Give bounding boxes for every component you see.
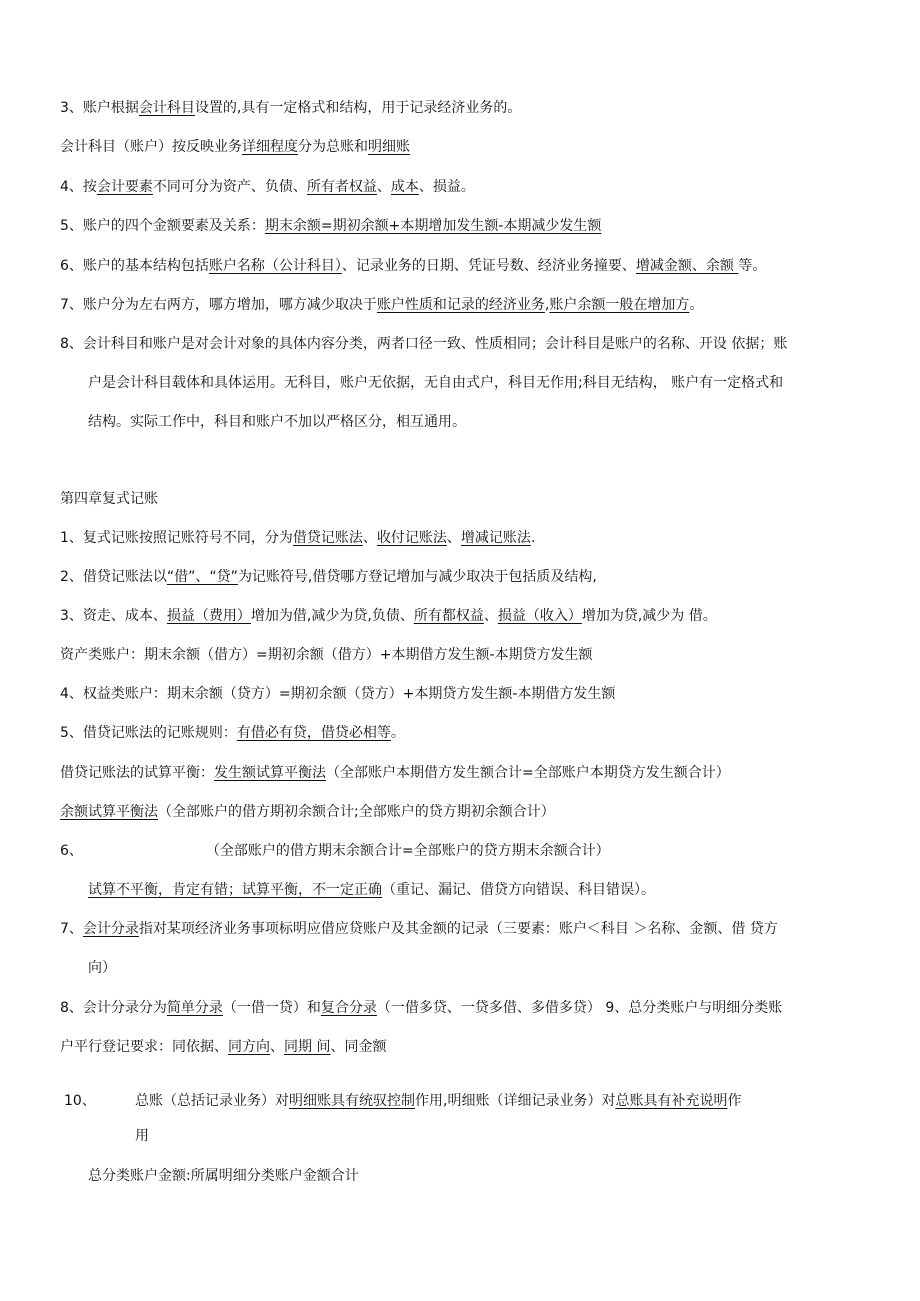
- text: 。: [390, 725, 405, 741]
- text: （全部账户的借方期末余额合计=全部账户的贷方期末余额合计）: [212, 843, 610, 859]
- ch4-para-7: [60, 919, 778, 939]
- text: 指对某项经济业务事项标明应借应贷账户及其金额的记录（三要素：账户＜科目 ＞名称、金额、借 贷方: [138, 921, 778, 937]
- text: （一借一贷）和: [222, 1000, 321, 1016]
- text: 、: [376, 179, 391, 195]
- text: 6、账户的基本结构包括: [60, 258, 209, 274]
- term-underlined: 成本: [390, 179, 419, 195]
- term-underlined: 期末余额=期初余额+本期增加发生额-本期减少发生额: [264, 218, 602, 234]
- ch4-para-10c: 总分类账户金额:所属明细分类账户金额合计: [88, 1168, 359, 1184]
- term-underlined: 会计要素: [96, 179, 153, 195]
- term-underlined: 详细程度: [242, 139, 298, 155]
- para-4: [60, 177, 475, 197]
- text: 、记录业务的日期、凭证号数、经济业务撞要、: [341, 258, 636, 274]
- term-underlined: 有借必有贷，借贷必相等: [236, 725, 391, 741]
- text: （全部账户的借方期初余额合计;全部账户的贷方期初余额合计）: [158, 804, 555, 820]
- ch4-para-5: [60, 723, 405, 743]
- term-underlined: 增减记账法: [460, 530, 531, 546]
- text: 为记账符号,借贷哪方登记增加与减少取决于包括质及结构,: [237, 569, 597, 585]
- term-underlined: 同方向: [228, 1039, 270, 1055]
- text: 、: [483, 608, 498, 624]
- text: 作用,明细账（详细记录业务）对: [415, 1093, 616, 1109]
- term-underlined: 明细账具有统驭控制: [289, 1093, 415, 1109]
- para-6: [60, 256, 766, 276]
- term-underlined: 损益（收入）: [497, 608, 582, 624]
- text: 6、: [60, 843, 83, 859]
- para-3b: [60, 137, 410, 157]
- term-underlined: 会计科目: [138, 100, 195, 116]
- text: 5、账户的四个金额要素及关系：: [60, 218, 265, 234]
- term-underlined: 所有都权益: [413, 608, 484, 624]
- term-underlined: 发生额试算平衡法: [214, 765, 326, 781]
- text: 7、: [60, 921, 83, 937]
- text: 分为总账和: [298, 139, 368, 155]
- term-underlined: 同期 间: [284, 1039, 331, 1055]
- ch4-para-5b: [60, 763, 730, 783]
- term-underlined: 借贷记账法: [292, 530, 363, 546]
- term-underlined: 损益（费用）: [166, 608, 251, 624]
- term-underlined: 余额试算平衡法: [60, 804, 158, 820]
- ch4-para-6: [60, 841, 610, 861]
- text: 等。: [738, 258, 767, 274]
- chapter-heading: 第四章复式记账: [60, 491, 158, 507]
- text: 3、账户根据: [60, 100, 139, 116]
- para-7: [60, 295, 703, 315]
- ch4-para-2: [60, 567, 597, 587]
- text: ,: [544, 297, 550, 313]
- term-underlined: “借”、“贷”: [166, 569, 238, 585]
- ch4-para-10b: 用: [135, 1128, 149, 1144]
- text: 不同可分为资产、负债、: [152, 179, 307, 195]
- para-3: [60, 98, 521, 118]
- term-underlined: 账户名称（公计科目）: [208, 258, 342, 274]
- text: （一借多贷、一贷多借、多借多贷） 9、总分类账户与明细分类账: [376, 1000, 783, 1016]
- text: 会计科目（账户）按反映业务: [60, 139, 242, 155]
- ch4-para-8: [60, 998, 782, 1018]
- text: （全部账户本期借方发生额合计=全部账户本期贷方发生额合计）: [326, 765, 730, 781]
- para-8-line2: 户是会计科目载体和具体运用。无科目，账户无依据，无自由式户，科目无作用;科目无结构， 账户有一定格式和: [88, 375, 784, 391]
- text: 总账（总括记录业务）对: [135, 1093, 289, 1109]
- text: 增加为借,减少为贷,负债、: [250, 608, 414, 624]
- text: 8、会计分录分为: [60, 1000, 167, 1016]
- text: 。: [689, 297, 704, 313]
- ch4-para-4: 4、权益类账户：期末余额（贷方）=期初余额（贷方）+本期贷方发生额-本期借方发生额: [60, 686, 616, 702]
- term-underlined: 所有者权益: [306, 179, 377, 195]
- text: 借贷记账法的试算平衡：: [60, 765, 214, 781]
- term-underlined: 简单分录: [166, 1000, 223, 1016]
- text: 户平行登记要求：同依据、: [60, 1039, 228, 1055]
- text: 5、借贷记账法的记账规则：: [60, 725, 237, 741]
- text: 作: [727, 1093, 742, 1109]
- para-8-line1: 8、会计科目和账户是对会计对象的具体内容分类，两者口径一致、性质相同；会计科目是账户的名称、开设 依据；账: [60, 336, 788, 352]
- ch4-para-7b: 向）: [88, 960, 116, 976]
- text: 4、按: [60, 179, 97, 195]
- text: 、同金额: [330, 1039, 387, 1055]
- text: 增加为贷,减少为 借。: [581, 608, 717, 624]
- ch4-para-8b: [60, 1037, 386, 1057]
- ch4-para-10: [135, 1091, 741, 1111]
- ch4-para-3: [60, 606, 717, 626]
- text: 、: [446, 530, 461, 546]
- ch4-para-5c: [60, 802, 555, 822]
- text: 1、复式记账按照记账符号不同，分为: [60, 530, 293, 546]
- term-underlined: 增减金额、余额: [635, 258, 739, 274]
- term-underlined: 试算不平衡，肯定有错；试算平衡，不一定正确: [88, 882, 382, 898]
- text: 、: [270, 1039, 284, 1055]
- term-underlined: 明细账: [368, 139, 410, 155]
- text: 2、借贷记账法以: [60, 569, 167, 585]
- ch4-para-3b: 资产类账户：期末余额（借方）=期初余额（借方）+本期借方发生额-本期贷方发生额: [60, 647, 593, 663]
- ch4-para-1: [60, 528, 535, 548]
- term-underlined: 复合分录: [320, 1000, 377, 1016]
- term-underlined: 会计分录: [82, 921, 139, 937]
- text: .: [530, 530, 536, 546]
- term-underlined: 收付记账法: [376, 530, 447, 546]
- para-8-line3: 结构。实际工作中，科目和账户不加以严格区分，相互通用。: [88, 414, 466, 430]
- term-underlined: 总账具有补充说明: [615, 1093, 728, 1109]
- text: 设置的,具有一定格式和结构，用于记录经济业务的。: [194, 100, 522, 116]
- text: （重记、漏记、借贷方向错误、科目错误）。: [382, 882, 655, 898]
- term-underlined: 账户余额一般在增加方: [549, 297, 690, 313]
- text: 、损益。: [418, 179, 475, 195]
- text: 7、账户分为左右两方，哪方增加，哪方减少取决于: [60, 297, 377, 313]
- ch4-para-6b: [88, 880, 655, 900]
- text: 、: [362, 530, 377, 546]
- term-underlined: 账户性质和记录的经济业务: [376, 297, 545, 313]
- text: 3、资走、成本、: [60, 608, 167, 624]
- ch4-para-10-num: 10、: [64, 1093, 96, 1109]
- para-5: [60, 216, 601, 236]
